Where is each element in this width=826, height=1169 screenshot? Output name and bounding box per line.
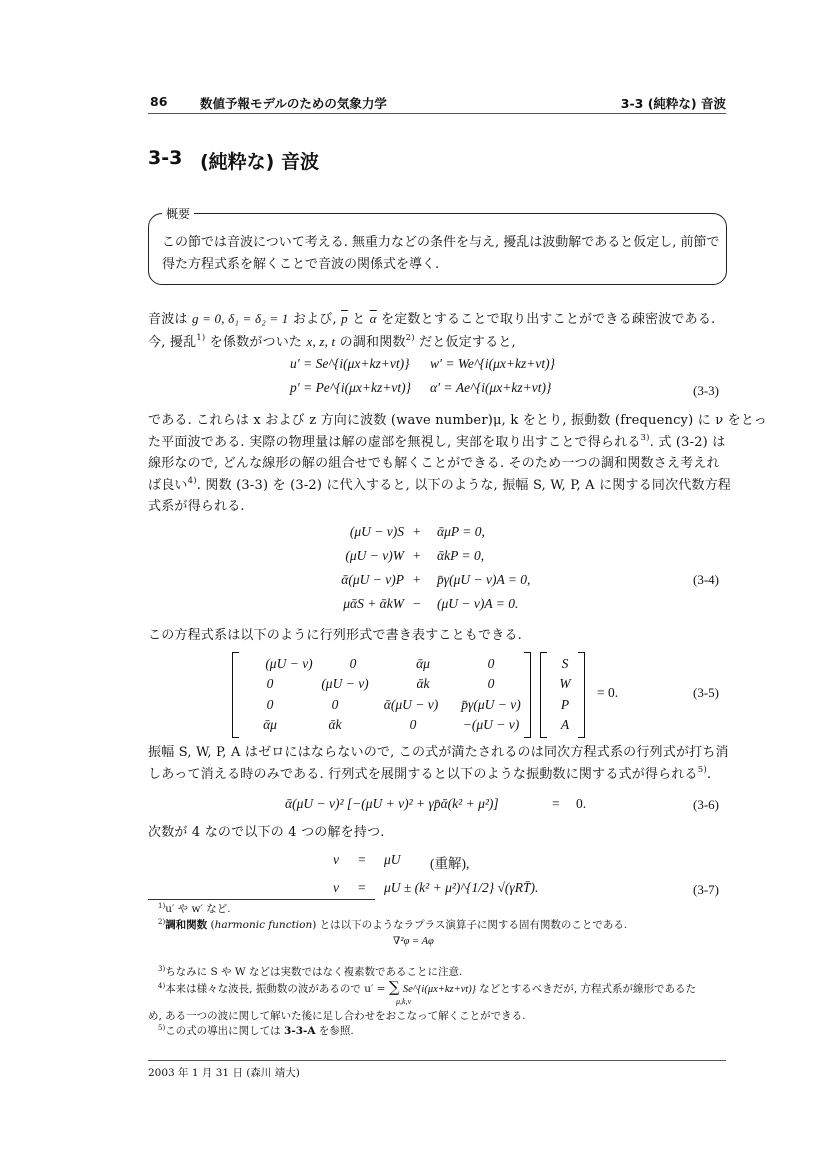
book-title: 数値予報モデルのための気象力学 xyxy=(200,96,387,111)
matrix-cell: 0 xyxy=(487,676,495,691)
footnote-text: ( xyxy=(207,919,215,931)
vector-cell: P xyxy=(560,697,570,712)
equation-number-3-3: (3-3) xyxy=(693,383,719,398)
footnote-5 xyxy=(158,1024,354,1040)
footnote-4 xyxy=(158,980,696,998)
eq34-op: − xyxy=(413,596,421,611)
footnote-mark: 1) xyxy=(158,902,166,910)
text: . 関数 (3-3) を (3-2) に代入すると, 以下のような, 振幅 S, W, P, A に関する同次代数方程 xyxy=(196,477,732,493)
text: の調和関数 xyxy=(335,334,406,350)
text: 振幅 S, W, P, A はゼロにはならないので, この式が満たされるのは同次方程式系の行列式が打ち消 xyxy=(148,745,729,760)
matrix-cell: 0 xyxy=(487,656,495,671)
footnote-ref-2[interactable]: 2) xyxy=(405,332,415,343)
matrix-cell: ᾱ(μU − ν) xyxy=(383,697,439,712)
math-pbar: $\overline{p}$ xyxy=(341,311,348,326)
eq34-rhs: ᾱkP = 0, xyxy=(437,548,485,563)
eq37-rhs: μU ± (k² + μ²)^{1/2} √(γRT̄). xyxy=(384,880,539,895)
paragraph-four-solutions: 次数が 4 なので以下の 4 つの解を持つ. xyxy=(148,825,385,840)
running-section-title: 3-3 (純粋な) 音波 xyxy=(620,96,726,111)
footnote-4-continued: め, ある一つの波に関して解いた後に足し合わせをおこなって解くことができる. xyxy=(148,1010,526,1022)
footnote-text: この式の導出に関しては xyxy=(165,1025,285,1037)
footnote-text: などとするべきだが, 方程式系が線形であるた xyxy=(475,983,696,995)
eq37-rhs: μU xyxy=(384,852,401,867)
eq36-op: = xyxy=(552,796,560,811)
matrix-cell: ᾱμ xyxy=(416,656,430,671)
equation-w-prime: w′ = We^{i(μx+kz+νt)} xyxy=(430,356,556,371)
text: 線形なので, どんな線形の解の組合せでも解くことができる. そのため一つの調和関数さえ考えれ xyxy=(148,456,720,472)
paragraph-determinant xyxy=(148,742,738,785)
equation-number-3-4: (3-4) xyxy=(693,572,719,587)
equation-number-3-6: (3-6) xyxy=(693,797,719,812)
paragraph-plane-wave xyxy=(148,410,768,518)
footnote-text: ちなみに S や W などは実数ではなく複素数であることに注意. xyxy=(165,966,463,978)
footnote-text: u′ や w′ など. xyxy=(165,903,231,915)
page-number: 86 xyxy=(150,94,168,109)
equation-p-prime: p′ = Pe^{i(μx+kz+νt)} xyxy=(290,380,412,395)
footnote-text: ) とは以下のようなラプラス演算子に関する固有関数のことである. xyxy=(312,919,628,931)
matrix-cell: ᾱμ xyxy=(263,717,277,732)
summation-symbol: ∑ xyxy=(388,978,400,996)
matrix-cell: −(μU − ν) xyxy=(462,717,520,732)
footnote-ref-4[interactable]: 4) xyxy=(187,475,197,486)
footnote-mark: 4) xyxy=(158,982,166,990)
equation-alpha-prime: α′ = Ae^{i(μx+kz+νt)} xyxy=(430,380,552,395)
eq36-lhs: ᾱ(μU − ν)² [−(μU + ν)² + γp̄ᾱ(k² + μ²)] xyxy=(285,796,499,811)
eq37-note: (重解), xyxy=(430,856,470,871)
text: . xyxy=(706,766,712,782)
footnote-ref-1[interactable]: 1) xyxy=(196,332,206,343)
math-variables: x, z, t xyxy=(306,333,336,349)
equation-number-3-5: (3-5) xyxy=(693,685,719,700)
header-rule xyxy=(148,113,726,114)
text: . 式 (3-2) は xyxy=(649,434,726,450)
text: を定数とすることで取り出すことができる疎密波である. xyxy=(376,312,716,327)
text: および, xyxy=(288,312,342,327)
footnote-3 xyxy=(158,965,462,981)
footnote-term-en: harmonic function xyxy=(214,919,313,931)
matrix-cell: 0 xyxy=(409,717,417,732)
matrix-cell: (μU − ν) xyxy=(321,676,369,691)
text: しあって消える時のみである. 行列式を展開すると以下のような振動数に関する式が得られる xyxy=(148,766,698,782)
math-alphabar: $\overline{\alpha}$ xyxy=(369,311,377,326)
matrix-cell: 0 xyxy=(266,676,274,691)
summary-label: 概要 xyxy=(162,205,194,222)
matrix-cell: 0 xyxy=(266,697,274,712)
vector-cell: W xyxy=(559,676,571,691)
text: である. これらは x および z 方向に波数 (wave number)μ, k をとり, 振動数 (frequency) に ν をとっ xyxy=(148,413,768,428)
vector-cell: S xyxy=(561,656,569,671)
footnote-1 xyxy=(158,902,231,918)
eq34-rhs: (μU − ν)A = 0. xyxy=(437,596,519,611)
section-number: 3-3 xyxy=(148,147,183,169)
footnote-text: を参照. xyxy=(315,1025,354,1037)
footnote-mark: 2) xyxy=(158,918,166,926)
equation-u-prime: u′ = Se^{i(μx+kz+νt)} xyxy=(290,356,410,371)
text: 今, 擾乱 xyxy=(148,334,197,350)
summation-subscript: μ,k,ν xyxy=(396,997,412,1006)
footer-date-author: 2003 年 1 月 31 日 (森川 靖大) xyxy=(148,1067,300,1079)
matrix-cell: (μU − ν) xyxy=(265,656,313,671)
paragraph-matrix-intro: この方程式系は以下のように行列形式で書き表すこともできる. xyxy=(148,628,522,643)
eq37-op: = xyxy=(358,880,366,895)
footnote-mark: 3) xyxy=(158,965,166,973)
matrix-cell: p̄γ(μU − ν) xyxy=(461,697,521,712)
eq34-lhs: (μU − ν)W xyxy=(345,548,404,563)
footer-rule xyxy=(148,1060,726,1061)
summation-term: Se^{i(μx+kz+νt)} xyxy=(402,984,476,995)
matrix-cell: 0 xyxy=(331,697,339,712)
text: 音波は xyxy=(148,312,192,327)
footnote-text: 本来は様々な波長, 振動数の波があるので u′ = xyxy=(165,983,389,995)
footnote-rule xyxy=(148,899,375,900)
footnote-2-equation: ∇²φ = Aφ xyxy=(393,936,434,947)
vector-left-bracket xyxy=(540,652,547,738)
text: を係数がついた xyxy=(205,334,307,350)
text: だと仮定すると, xyxy=(414,334,516,350)
equation-number-3-7: (3-7) xyxy=(693,882,719,897)
math-conditions: g = 0, δ₁ = δ₂ = 1 xyxy=(191,311,289,326)
eq34-op: + xyxy=(413,548,421,563)
eq36-rhs: 0. xyxy=(576,796,587,811)
eq37-lhs: ν xyxy=(333,880,339,895)
eq37-lhs: ν xyxy=(333,852,339,867)
paragraph-intro xyxy=(148,308,738,353)
eq37-op: = xyxy=(358,852,366,867)
matrix-cell: ᾱk xyxy=(416,676,430,691)
vector-cell: A xyxy=(560,717,570,732)
footnote-2 xyxy=(158,918,627,934)
footnote-mark: 5) xyxy=(158,1024,166,1032)
text: 式系が得られる. xyxy=(148,499,245,515)
matrix-cell: ᾱk xyxy=(328,717,342,732)
eq34-lhs: (μU − ν)S xyxy=(349,524,404,539)
eq34-op: + xyxy=(413,572,421,587)
eq34-lhs: ᾱ(μU − ν)P xyxy=(341,572,404,587)
footnote-term: 調和関数 xyxy=(165,919,208,931)
footnote-ref-5[interactable]: 5) xyxy=(697,764,707,775)
eq34-rhs: ᾱμP = 0, xyxy=(437,524,485,539)
vector-right-bracket xyxy=(578,652,585,738)
matrix-cell: 0 xyxy=(349,656,357,671)
eq34-rhs: p̄γ(μU − ν)A = 0, xyxy=(437,572,531,587)
eq34-op: + xyxy=(413,524,421,539)
text: ば良い xyxy=(148,477,188,493)
summary-text: この節では音波について考える. 無重力などの条件を与え, 擾乱は波動解であると仮定し, 前節で得た方程式系を解くことで音波の関係式を導く. xyxy=(162,235,720,272)
section-title: (純粋な) 音波 xyxy=(200,151,319,173)
text: た平面波である. 実際の物理量は解の虚部を無視し, 実部を取り出すことで得られる xyxy=(148,434,641,450)
section-reference-link[interactable]: 3-3-A xyxy=(284,1025,316,1037)
eq34-lhs: μᾱS + ᾱkW xyxy=(343,596,404,611)
footnote-ref-3[interactable]: 3) xyxy=(640,432,650,443)
text: と xyxy=(347,312,370,327)
matrix-rhs: = 0. xyxy=(597,685,619,700)
